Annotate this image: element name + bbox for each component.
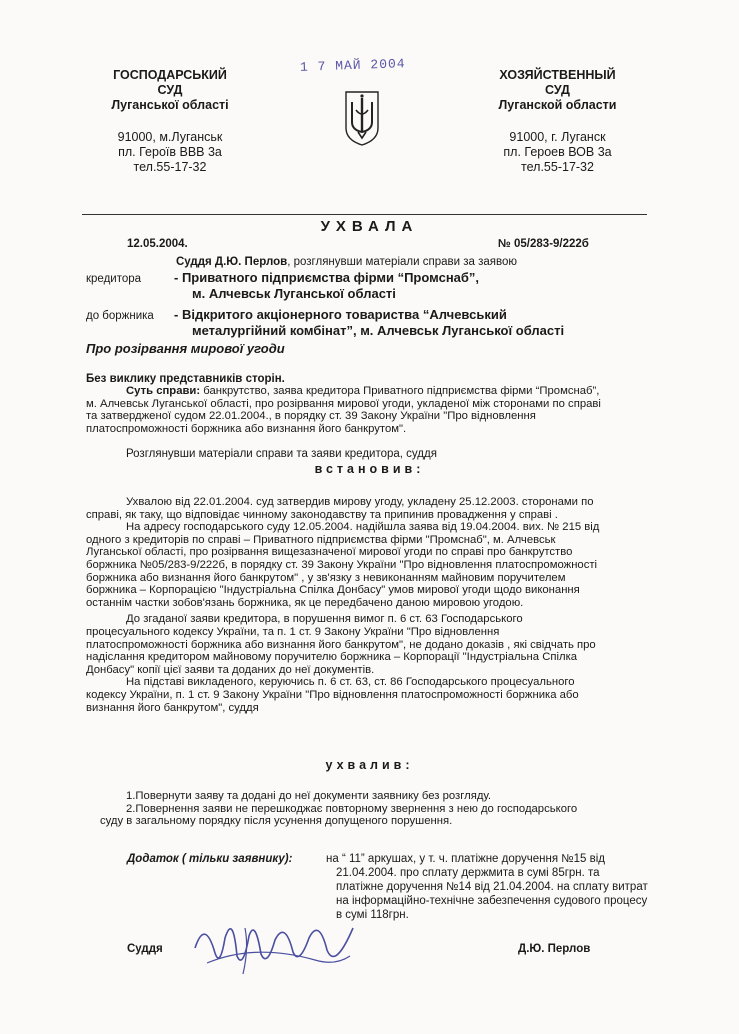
- address-line-1-ua: 91000, м.Луганськ: [117, 130, 223, 144]
- case-essence: Суть справи: банкрутство, заява кредитора Приватного підприємства фірми “Промснаб”, м. Алчевськ Луганської області, про розірвання мирової угоди, укладеної між сторонами по справі та затвердженої судом 22.01.2004., в порядку ст. 39 Закону України "Про відновлення платоспроможності боржника або визнання його банкрутом".: [86, 385, 601, 435]
- right-header: [480, 68, 635, 175]
- header-rule: [82, 214, 647, 215]
- court-region-ua: Луганської області: [111, 98, 229, 112]
- phone-ru: тел.55-17-32: [521, 160, 594, 174]
- creditor-line-2: м. Алчевськ Луганської області: [192, 286, 396, 301]
- debtor-line-2: металургійний комбінат”, м. Алчевськ Луганської області: [192, 323, 565, 338]
- court-name-ua: ГОСПОДАРСЬКИЙ: [113, 68, 227, 82]
- attachment-details: на “ 11” аркушах, у т. ч. платіжне доручення №15 від 21.04.2004. про сплату держмита в сумі 85грн. та платіжне доручення №14 від 21.04.2004. на сплату витрат на інформаційно-технічне забезпечення судового процесу в сумі 118грн.: [326, 853, 648, 921]
- debtor-line-1: - Відкритого акціонерного товариства “Алчевський: [174, 307, 507, 322]
- resolution-list: [100, 790, 660, 828]
- doc-date: 12.05.2004.: [127, 238, 188, 250]
- judge-label: Суддя: [127, 943, 163, 955]
- subject: Про розірвання мирової угоди: [86, 341, 285, 356]
- court-word-ua: СУД: [157, 83, 183, 97]
- resolution-item-2: 2.Повернення заяви не перешкоджає повторному звернення з нею до господарського: [126, 802, 578, 815]
- no-representatives: Без виклику представників сторін.: [86, 373, 285, 385]
- resolution-item-2-cont: суду в загальному порядку після усунення допущеного порушення.: [100, 815, 453, 828]
- body-text: Ухвалою від 22.01.2004. суд затвердив мирову угоду, укладену 25.12.2003. сторонами по справі, як таку, що відповідає чинному законодавству та припинив провадження у справі . На адресу господарського суду 12.05.2004. надійшла заява від 19.04.2004. вих. № 215 від одного з кредиторів по справі – Приватного підприємства фірми "Промснаб", м. Алчевськ Луганської області, про розірвання вищезазначеної мирової угоди по справі про банкрутство боржника №05/283-9/222б, в порядку ст. 39 Закону України "Про відновлення платоспроможності боржника або визнання його банкрутом" , у зв'язку з невиконанням майновим поручителем боржника – Корпорацією "Індустріальна Спілка Донбасу" умов мирової угоди щодо виконання останнім частки зобов'язань боржника, як це передбачено даною мировою угодою. До згаданої заяви кредитора, в порушення вимог п. 6 ст. 63 Господарського процесуального кодексу України, та п. 1 ст. 9 Закону України "Про відновлення платоспроможності боржника або визнання його банкрутом", не додано доказів , які свідчать про надіслання кредитором майновому поручителю боржника – Корпорації "Індустріальна Спілка Донбасу" копії цієї заяви та доданих до неї документів. На підставі викладеного, керуючись п. 6 ст. 63, ст. 86 Господарського процесуального кодексу України, п. 1 ст. 9 Закону України "Про відновлення платоспроможності боржника або визнання його банкрутом", суддя: [86, 496, 600, 714]
- intro-rest: , розглянувши матеріали справи за заявою: [287, 256, 517, 268]
- address-line-1-ru: 91000, г. Луганск: [509, 130, 606, 144]
- creditor-label: кредитора: [86, 273, 142, 285]
- doc-title: УХВАЛА: [320, 218, 419, 235]
- considered-line: Розглянувши матеріали справи та заяви кредитора, суддя: [126, 448, 437, 460]
- received-stamp: 1 7 МАЙ 2004: [299, 56, 406, 75]
- intro-line: [176, 255, 517, 269]
- court-name-ru: ХОЗЯЙСТВЕННЫЙ: [499, 68, 616, 82]
- resolution-item-1: 1.Повернути заяву та додані до неї документи заявнику без розгляду.: [126, 790, 492, 802]
- court-word-ru: СУД: [545, 83, 570, 97]
- phone-ua: тел.55-17-32: [133, 160, 207, 174]
- judge-name: Д.Ю. Перлов: [518, 943, 591, 955]
- left-header: [95, 68, 245, 175]
- judge-intro: Суддя Д.Ю. Перлов: [176, 256, 288, 268]
- debtor-label: до боржника: [86, 310, 154, 322]
- court-region-ru: Луганской области: [498, 98, 617, 112]
- established-heading: встановив:: [314, 462, 425, 476]
- attachment-label: Додаток ( тільки заявнику):: [127, 853, 293, 865]
- address-line-2-ru: пл. Героев ВОВ 3а: [503, 145, 612, 159]
- signature: [185, 908, 360, 988]
- creditor-name: [174, 270, 479, 302]
- essence-label: Суть справи:: [126, 385, 201, 397]
- address-line-2-ua: пл. Героїв ВВВ 3а: [118, 145, 222, 159]
- doc-number: № 05/283-9/222б: [498, 238, 589, 250]
- resolved-heading: ухвалив:: [325, 758, 414, 772]
- creditor-line-1: - Приватного підприємства фірми “Промснаб”,: [174, 270, 480, 285]
- trident-emblem-icon: [342, 88, 382, 148]
- debtor-name: [174, 307, 564, 339]
